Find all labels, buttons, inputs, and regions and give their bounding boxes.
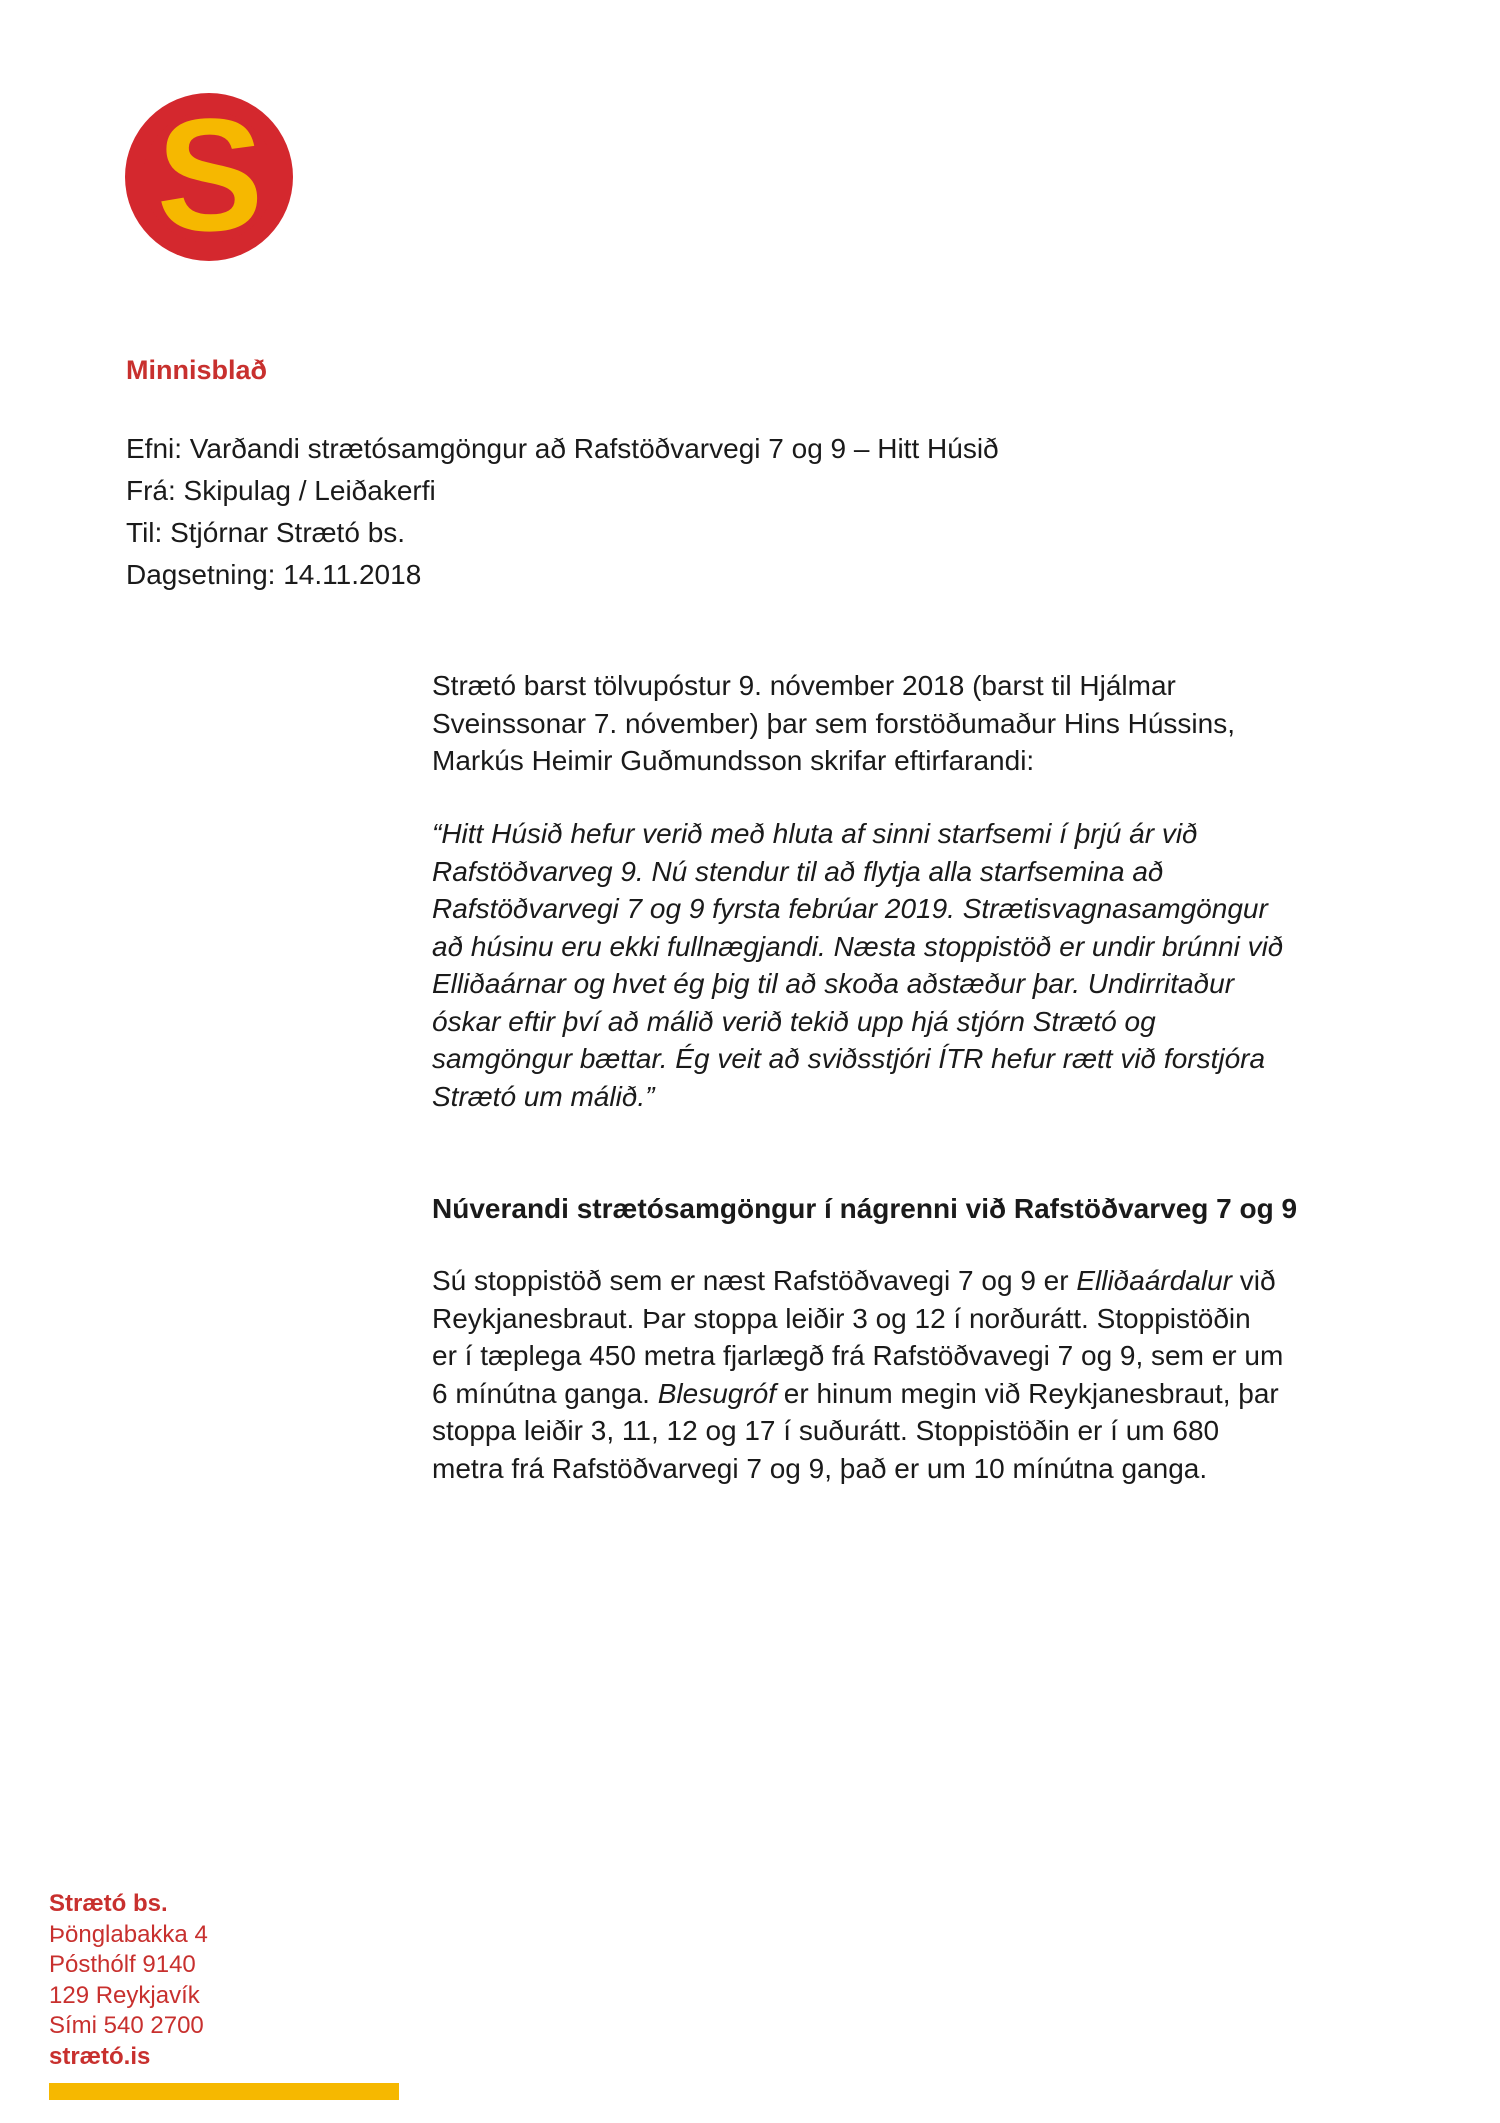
section-line: metra frá Rafstöðvarvegi 7 og 9, það er um 10 mínútna ganga.	[432, 1452, 1208, 1484]
quote-line: að húsinu eru ekki fullnægjandi. Næsta stoppistöð er undir brúnni við	[432, 930, 1284, 962]
intro-line: Strætó barst tölvupóstur 9. nóvember 2018 (barst til Hjálmar	[432, 670, 1176, 701]
straeto-logo	[124, 92, 294, 262]
section-paragraph	[432, 1262, 1312, 1487]
memo-subject: Efni: Varðandi strætósamgöngur að Rafstöðvarvegi 7 og 9 – Hitt Húsið	[126, 433, 999, 464]
footer-phone: Sími 540 2700	[49, 2012, 204, 2039]
memo-date: Dagsetning: 14.11.2018	[126, 559, 422, 590]
document-title: Minnisblað	[126, 355, 267, 385]
quote-line: Elliðaárnar og hvet ég þig til að skoða aðstæður þar. Undirritaður	[432, 968, 1235, 999]
stop-name-blesugrof: Blesugróf	[657, 1377, 777, 1409]
memo-to: Til: Stjórnar Strætó bs.	[126, 517, 406, 548]
logo-letter: S	[156, 92, 264, 262]
footer-company: Strætó bs.	[49, 1890, 168, 1917]
quote-line: Strætó um málið.”	[432, 1080, 655, 1112]
footer-address	[49, 1889, 208, 2072]
quote-line: “Hitt Húsið hefur verið með hluta af sinni starfsemi í þrjú ár við	[432, 818, 1198, 849]
footer-accent-bar	[49, 2083, 399, 2100]
quoted-email	[432, 815, 1312, 1115]
intro-paragraph	[432, 667, 1312, 780]
quote-line: Rafstöðvarveg 9. Nú stendur til að flytja alla starfsemina að	[432, 855, 1164, 887]
section-line: stoppa leiðir 3, 11, 12 og 17 í suðurátt. Stoppistöðin er í um 680	[432, 1415, 1220, 1446]
quote-line: Rafstöðvarvegi 7 og 9 fyrsta febrúar 2019. Strætisvagnasamgöngur	[432, 893, 1268, 924]
memo-from: Frá: Skipulag / Leiðakerfi	[126, 475, 436, 506]
memo-header	[126, 428, 999, 596]
section-line: er í tæplega 450 metra fjarlægð frá Rafstöðvavegi 7 og 9, sem er um	[432, 1340, 1284, 1371]
footer-street: Þönglabakka 4	[49, 1920, 208, 1948]
section-heading: Núverandi strætósamgöngur í nágrenni við Rafstöðvarveg 7 og 9	[432, 1193, 1298, 1224]
section-line: Reykjanesbraut. Þar stoppa leiðir 3 og 12 í norðurátt. Stoppistöðin	[432, 1302, 1251, 1334]
quote-line: samgöngur bættar. Ég veit að sviðsstjóri ÍTR hefur rætt við forstjóra	[432, 1043, 1266, 1074]
stop-name-ellidaardalur: Elliðaárdalur	[1076, 1265, 1232, 1296]
intro-line: Sveinssonar 7. nóvember) þar sem forstöðumaður Hins Hússins,	[432, 707, 1236, 739]
section-line: Sú stoppistöð sem er næst Rafstöðvavegi 7 og 9 er Elliðaárdalur við	[432, 1265, 1276, 1296]
footer-city: 129 Reykjavík	[49, 1981, 200, 2009]
footer-website-link[interactable]: strætó.is	[49, 2042, 151, 2070]
section-line: 6 mínútna ganga. Blesugróf er hinum megin við Reykjanesbraut, þar	[432, 1377, 1279, 1409]
intro-line: Markús Heimir Guðmundsson skrifar eftirfarandi:	[432, 745, 1035, 776]
footer-pobox: Pósthólf 9140	[49, 1951, 196, 1978]
quote-line: óskar eftir því að málið verið tekið upp hjá stjórn Strætó og	[432, 1005, 1156, 1037]
